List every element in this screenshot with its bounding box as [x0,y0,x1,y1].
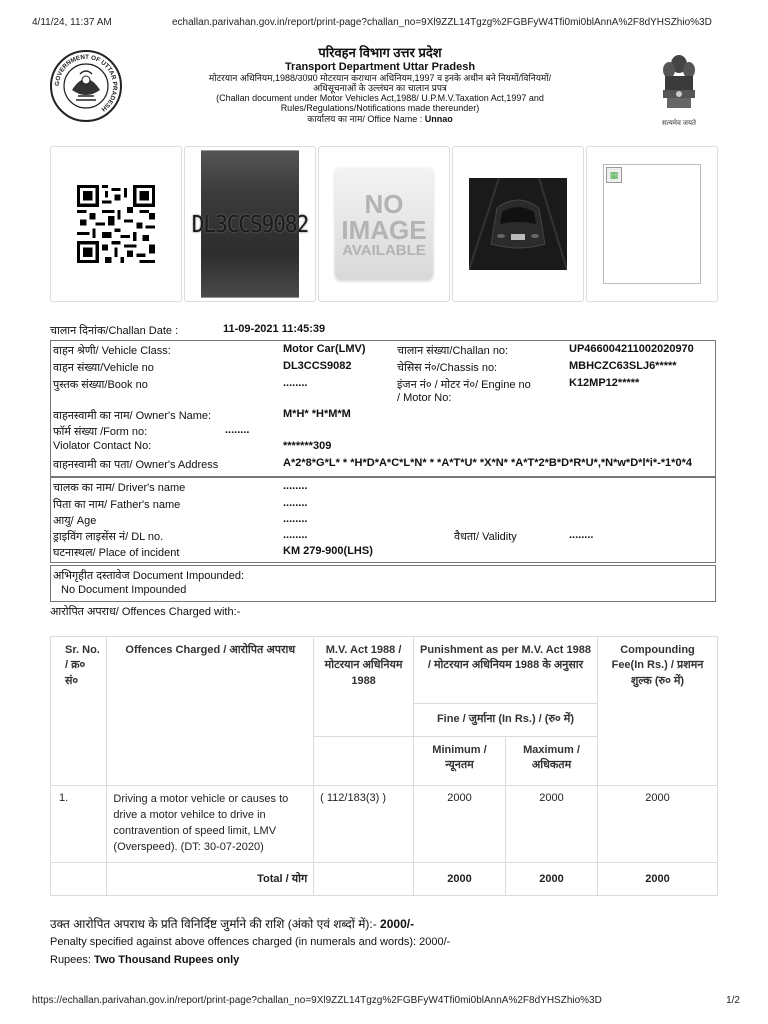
offences-table [50,636,718,896]
col-max-header: Maximum / अधिकतम [505,737,597,786]
number-plate-photo [184,146,316,302]
emblem-motto: सत्यमेव जयते [661,120,697,127]
no-image-panel [318,146,450,302]
row-compounding: 2000 [598,786,718,863]
chassis-label: चेसिस नं०/Chassis no: [397,362,498,374]
vehicle-no-label: वाहन संख्या/Vehicle no [53,362,154,374]
col-sr-header: Sr. No. / क्र० सं० [51,637,107,786]
department-title-english: Transport Department Uttar Pradesh [284,60,476,73]
col-act-blank [314,737,414,786]
plate-text: DL3CCS9082 [191,210,309,238]
act-line-english-1: (Challan document under Motor Vehicles Act,1988/ U.P.M.V.Taxation Act,1997 and [216,93,544,104]
form-no-label: फॉर्म संख्या /Form no: [53,426,148,438]
no-image-placeholder: NO IMAGE AVAILABLE [335,168,433,280]
total-row [51,862,718,895]
col-act-header: M.V. Act 1988 / मोटरयान अधिनियम 1988 [314,637,414,737]
owner-name-value: M*H* *H*M*M [283,408,351,420]
col-punishment-header: Punishment as per M.V. Act 1988 / मोटरयान अधिनियम 1988 के अनुसार [414,637,598,704]
national-emblem [654,52,704,132]
footer-url: https://echallan.parivahan.gov.in/report/print-page?challan_no=9Xl9ZZL14Tgzg%2FGBFyW4Tfi0mi0blAnnA%2F8dYHSZhio%3D [32,995,602,1006]
challan-date-value: 11-09-2021 11:45:39 [223,323,326,335]
print-datetime: 4/11/24, 11:37 AM [32,17,112,28]
row-section: ( 112/183(3) ) [314,786,414,863]
document-impounded-value: No Document Impounded [61,584,187,596]
penalty-hindi-label: उक्त आरोपित अपराध के प्रति विनिर्दिष्ट जुर्माने की राशि (अंको एवं शब्दों में):- [50,917,377,931]
page-number: 1/2 [726,995,740,1006]
place-label: घटनास्थल/ Place of incident [53,547,180,559]
challan-no-value: UP466004211002020970 [569,343,694,355]
driver-name-value: ........ [283,480,308,492]
act-line-hindi-1: मोटरयान अधिनियम,1988/उ0प्र0 मोटरयान कराधान अधिनियम,1997 व इनके अधीन बने नियमों/विनियमों/ [208,72,552,83]
driver-name-label: चालक का नाम/ Driver's name [53,482,186,494]
total-label: Total / योग [107,862,314,895]
svg-text:GOVERNMENT OF UTTAR PRADESH: GOVERNMENT OF UTTAR PRADESH [53,53,119,113]
engine-value: K12MP12***** [569,377,640,389]
act-line-hindi-2: अधिसूचनाओं के उल्लंघन का चालान प्रपत्र [313,82,447,93]
contact-label: Violator Contact No: [53,440,152,452]
age-value: ........ [283,513,308,525]
col-fine-header: Fine / जुर्माना (In Rs.) / (रु० में) [414,704,598,737]
broken-image-panel [586,146,718,302]
table-row [51,786,718,863]
act-line-english-2: Rules/Regulations/Notifications made thereunder) [280,103,480,114]
plate-image [191,150,309,297]
row-sr: 1. [51,786,107,863]
office-name [170,114,590,124]
row-offence: Driving a motor vehicle or causes to drive a motor vehilce to drive in contravention of speed limit, LMV (Overspeed). (DT: 30-07-2020) [107,786,314,863]
vehicle-details-box [50,340,716,477]
age-label: आयु/ Age [53,515,97,527]
place-value: KM 279-900(LHS) [283,545,373,557]
document-header [170,46,590,124]
car-photo [469,178,567,270]
total-min: 2000 [414,862,506,895]
penalty-line-hindi [50,915,450,934]
engine-label-1: इंजन नं० / मोटर नं०/ Engine no [397,379,531,391]
owner-address-value: A*2*8*G*L* * *H*D*A*C*L*N* * *A*T*U* *X*N* *A*T*2*B*D*R*U*,*N*w*D*l*i*-*1*0*4 [283,457,692,469]
owner-address-label: वाहनस्वामी का पता/ Owner's Address [53,459,219,471]
penalty-line-english: Penalty specified against above offences charged (in numerals and words): 2000/- [50,936,451,949]
father-name-value: ........ [283,497,308,509]
vehicle-class-value: Motor Car(LMV) [283,343,366,355]
col-compounding-header: Compounding Fee(In Rs.) / प्रशमन शुल्क (रु० में) [598,637,718,786]
department-title-hindi: परिवहन विभाग उत्तर प्रदेश [318,45,442,60]
vehicle-camera-photo [452,146,584,302]
rupees-label: Rupees: [50,953,91,966]
row-max: 2000 [505,786,597,863]
total-compounding: 2000 [598,862,718,895]
total-max: 2000 [505,862,597,895]
office-value: Unnao [424,114,453,125]
documents-box [50,565,716,602]
validity-value: ........ [569,529,594,541]
broken-image [603,164,701,284]
qr-code-icon [77,185,155,263]
rupees-value: Two Thousand Rupees only [94,953,240,966]
vehicle-no-value: DL3CCS9082 [283,360,352,372]
book-no-label: पुस्तक संख्या/Book no [53,379,148,391]
vehicle-class-label: वाहन श्रेणी/ Vehicle Class: [53,345,171,357]
challan-date-label: चालान दिनांक/Challan Date : [50,325,179,337]
total-section-blank [314,862,414,895]
print-url: echallan.parivahan.gov.in/report/print-page?challan_no=9Xl9ZZL14Tgzg%2FGBFyW4Tfi0mi0blAnnA%2F8dYHSZhio%3D [172,17,712,28]
driver-details-box [50,477,716,563]
document-impounded-label: अभिगृहीत दस्तावेज Document Impounded: [53,570,245,582]
col-offence-header: Offences Charged / आरोपित अपराध [107,637,314,786]
contact-value: *******309 [283,440,332,452]
engine-label-2: / Motor No: [397,392,452,404]
father-name-label: पिता का नाम/ Father's name [53,499,181,511]
office-label: कार्यालय का नाम/ Office Name : [307,114,423,125]
challan-no-label: चालान संख्या/Challan no: [397,345,509,357]
col-min-header: Minimum / न्यूनतम [414,737,506,786]
penalty-summary [50,915,450,969]
penalty-hindi-value: 2000/- [380,917,415,931]
book-no-value: ........ [283,377,308,389]
chassis-value: MBHCZC63SLJ6***** [569,360,677,372]
form-no-value: ........ [225,424,250,436]
validity-label: वैधता/ Validity [454,531,517,543]
owner-name-label: वाहनस्वामी का नाम/ Owner's Name: [53,410,212,422]
offences-heading: आरोपित अपराध/ Offences Charged with:- [50,606,241,618]
rupees-line [50,952,450,970]
broken-image-icon: ▦ [606,167,622,183]
dl-no-value: ........ [283,529,308,541]
total-sr-blank [51,862,107,895]
ashoka-emblem-icon [659,52,699,112]
up-government-logo [50,50,122,122]
evidence-photos [50,146,718,302]
qr-code-panel [50,146,182,302]
row-min: 2000 [414,786,506,863]
dl-no-label: ड्राइविंग लाइसेंस नं/ DL no. [53,531,164,543]
